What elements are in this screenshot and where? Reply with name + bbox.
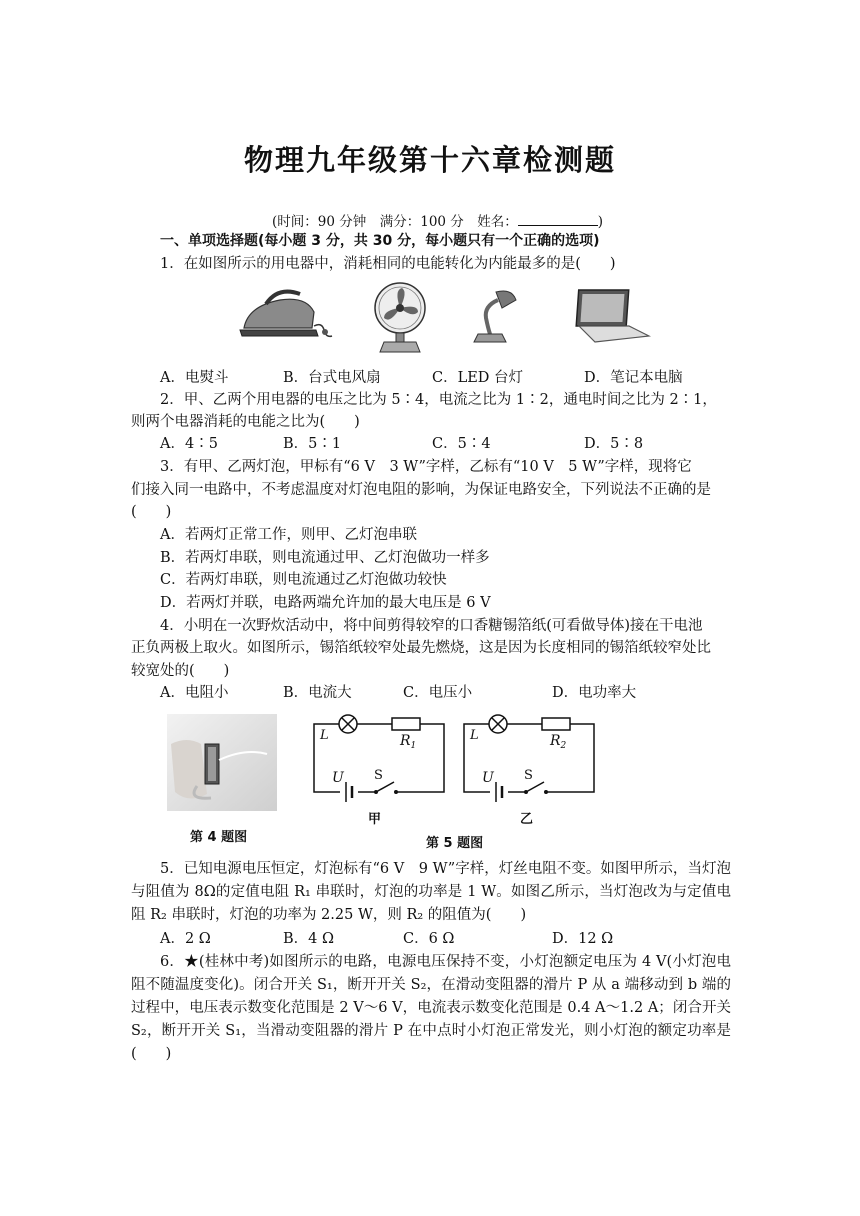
q2-option-b[interactable]: B．5∶1 bbox=[283, 436, 342, 452]
circuit-jia-voltage-label: U bbox=[332, 770, 344, 786]
battery-foil-photo bbox=[167, 714, 277, 811]
q3-option-c[interactable]: C．若两灯串联，则电流通过乙灯泡做功较快 bbox=[160, 572, 447, 588]
q2-option-a[interactable]: A．4∶5 bbox=[160, 436, 218, 452]
q3-stem-line3: ( ) bbox=[131, 504, 172, 520]
desk-lamp-image bbox=[466, 286, 522, 346]
page-title: 物理九年级第十六章检测题 bbox=[243, 143, 616, 177]
fan-image bbox=[366, 280, 436, 354]
q3-option-b[interactable]: B．若两灯串联，则电流通过甲、乙灯泡做功一样多 bbox=[160, 550, 490, 566]
q5-option-d[interactable]: D．12 Ω bbox=[552, 931, 614, 947]
q4-option-b[interactable]: B．电流大 bbox=[283, 685, 352, 701]
q4-stem-line1: 4．小明在一次野炊活动中，将中间剪得较窄的口香糖锡箔纸(可看做导体)接在干电池 bbox=[160, 618, 703, 634]
circuit-jia-caption: 甲 bbox=[368, 812, 382, 827]
circuit-jia-resistor-label: $R_1$ bbox=[400, 733, 417, 751]
q5-stem bbox=[131, 858, 731, 927]
circuit-yi bbox=[460, 710, 600, 818]
q3-stem-line2: 们接入同一电路中，不考虑温度对灯泡电阻的影响，为保证电路安全，下列说法不正确的是 bbox=[131, 482, 711, 498]
section-heading: 一、单项选择题(每小题 3 分，共 30 分，每小题只有一个正确的选项) bbox=[160, 233, 600, 249]
figure-4-caption: 第 4 题图 bbox=[190, 830, 248, 845]
circuit-jia bbox=[310, 710, 450, 818]
q3-option-d[interactable]: D．若两灯并联，电路两端允许加的最大电压是 6 V bbox=[160, 595, 491, 611]
iron-image bbox=[236, 278, 334, 344]
q2-stem-line2: 则两个电器消耗的电能之比为( ) bbox=[131, 414, 360, 430]
name-blank[interactable] bbox=[518, 213, 598, 226]
circuit-jia-switch-label: S bbox=[374, 768, 383, 783]
circuit-yi-voltage-label: U bbox=[482, 770, 494, 786]
q5-option-c[interactable]: C．6 Ω bbox=[403, 931, 455, 947]
circuit-yi-resistor-label: $R_2$ bbox=[550, 733, 567, 751]
q2-option-c[interactable]: C．5∶4 bbox=[432, 436, 491, 452]
q1-option-c[interactable]: C．LED 台灯 bbox=[432, 370, 524, 386]
q4-option-c[interactable]: C．电压小 bbox=[403, 685, 473, 701]
q6-stem-text: 6．★(桂林中考)如图所示的电路，电源电压保持不变，小灯泡额定电压为 4 V(小灯泡电阻不随温度变化)。闭合开关 S₁，断开开关 S₂，在滑动变阻器的滑片 P 从 a 端移动到 b 端的过程中，电压表示数变化范围是 2 V～6 V，电流表示数变化范围是 0.4 A～1.2 A；闭合开关 S₂，断开开关 S₁，当滑动变阻器的滑片 P 在中点时小灯泡正常发光，则小灯泡的额定功率是( ) bbox=[131, 954, 731, 1062]
q2-stem-line1: 2．甲、乙两个用电器的电压之比为 5∶4，电流之比为 1∶2，通电时间之比为 2∶1， bbox=[160, 392, 717, 408]
q2-option-d[interactable]: D．5∶8 bbox=[584, 436, 644, 452]
circuit-yi-lamp-label: L bbox=[470, 728, 479, 743]
q5-option-a[interactable]: A．2 Ω bbox=[160, 931, 211, 947]
q1-option-b[interactable]: B．台式电风扇 bbox=[283, 370, 381, 386]
q4-option-a[interactable]: A．电阻小 bbox=[160, 685, 229, 701]
q1-option-d[interactable]: D．笔记本电脑 bbox=[584, 370, 683, 386]
q4-stem-line2: 正负两极上取火。如图所示，锡箔纸较窄处最先燃烧，这是因为长度相同的锡箔纸较窄处比 bbox=[131, 640, 711, 656]
circuit-jia-lamp-label: L bbox=[320, 728, 329, 743]
circuit-yi-switch-label: S bbox=[524, 768, 533, 783]
circuit-yi-caption: 乙 bbox=[520, 812, 534, 827]
q1-stem: 1．在如图所示的用电器中，消耗相同的电能转化为内能最多的是( ) bbox=[160, 256, 616, 272]
q3-option-a[interactable]: A．若两灯正常工作，则甲、乙灯泡串联 bbox=[160, 527, 417, 543]
exam-info bbox=[272, 210, 603, 230]
q4-option-d[interactable]: D．电功率大 bbox=[552, 685, 637, 701]
q5-stem-text: 5．已知电源电压恒定，灯泡标有“6 V 9 W”字样，灯丝电阻不变。如图甲所示，当灯泡与阻值为 8Ω的定值电阻 R₁ 串联时，灯泡的功率是 1 W。如图乙所示，当灯泡改为与定值电阻 R₂ 串联时，灯泡的功率为 2.25 W，则 R₂ 的阻值为( ) bbox=[131, 861, 731, 923]
q6-stem bbox=[131, 951, 731, 1066]
q1-option-a[interactable]: A．电熨斗 bbox=[160, 370, 229, 386]
laptop-image bbox=[575, 286, 651, 344]
q5-option-b[interactable]: B．4 Ω bbox=[283, 931, 335, 947]
exam-info-text: (时间：90 分钟 满分：100 分 姓名： bbox=[272, 214, 518, 230]
exam-info-close: ) bbox=[597, 214, 604, 230]
q3-stem-line1: 3．有甲、乙两灯泡，甲标有“6 V 3 W”字样，乙标有“10 V 5 W”字样，现将它 bbox=[160, 459, 692, 475]
figure-5-caption: 第 5 题图 bbox=[426, 836, 484, 851]
q4-stem-line3: 较宽处的( ) bbox=[131, 663, 230, 679]
